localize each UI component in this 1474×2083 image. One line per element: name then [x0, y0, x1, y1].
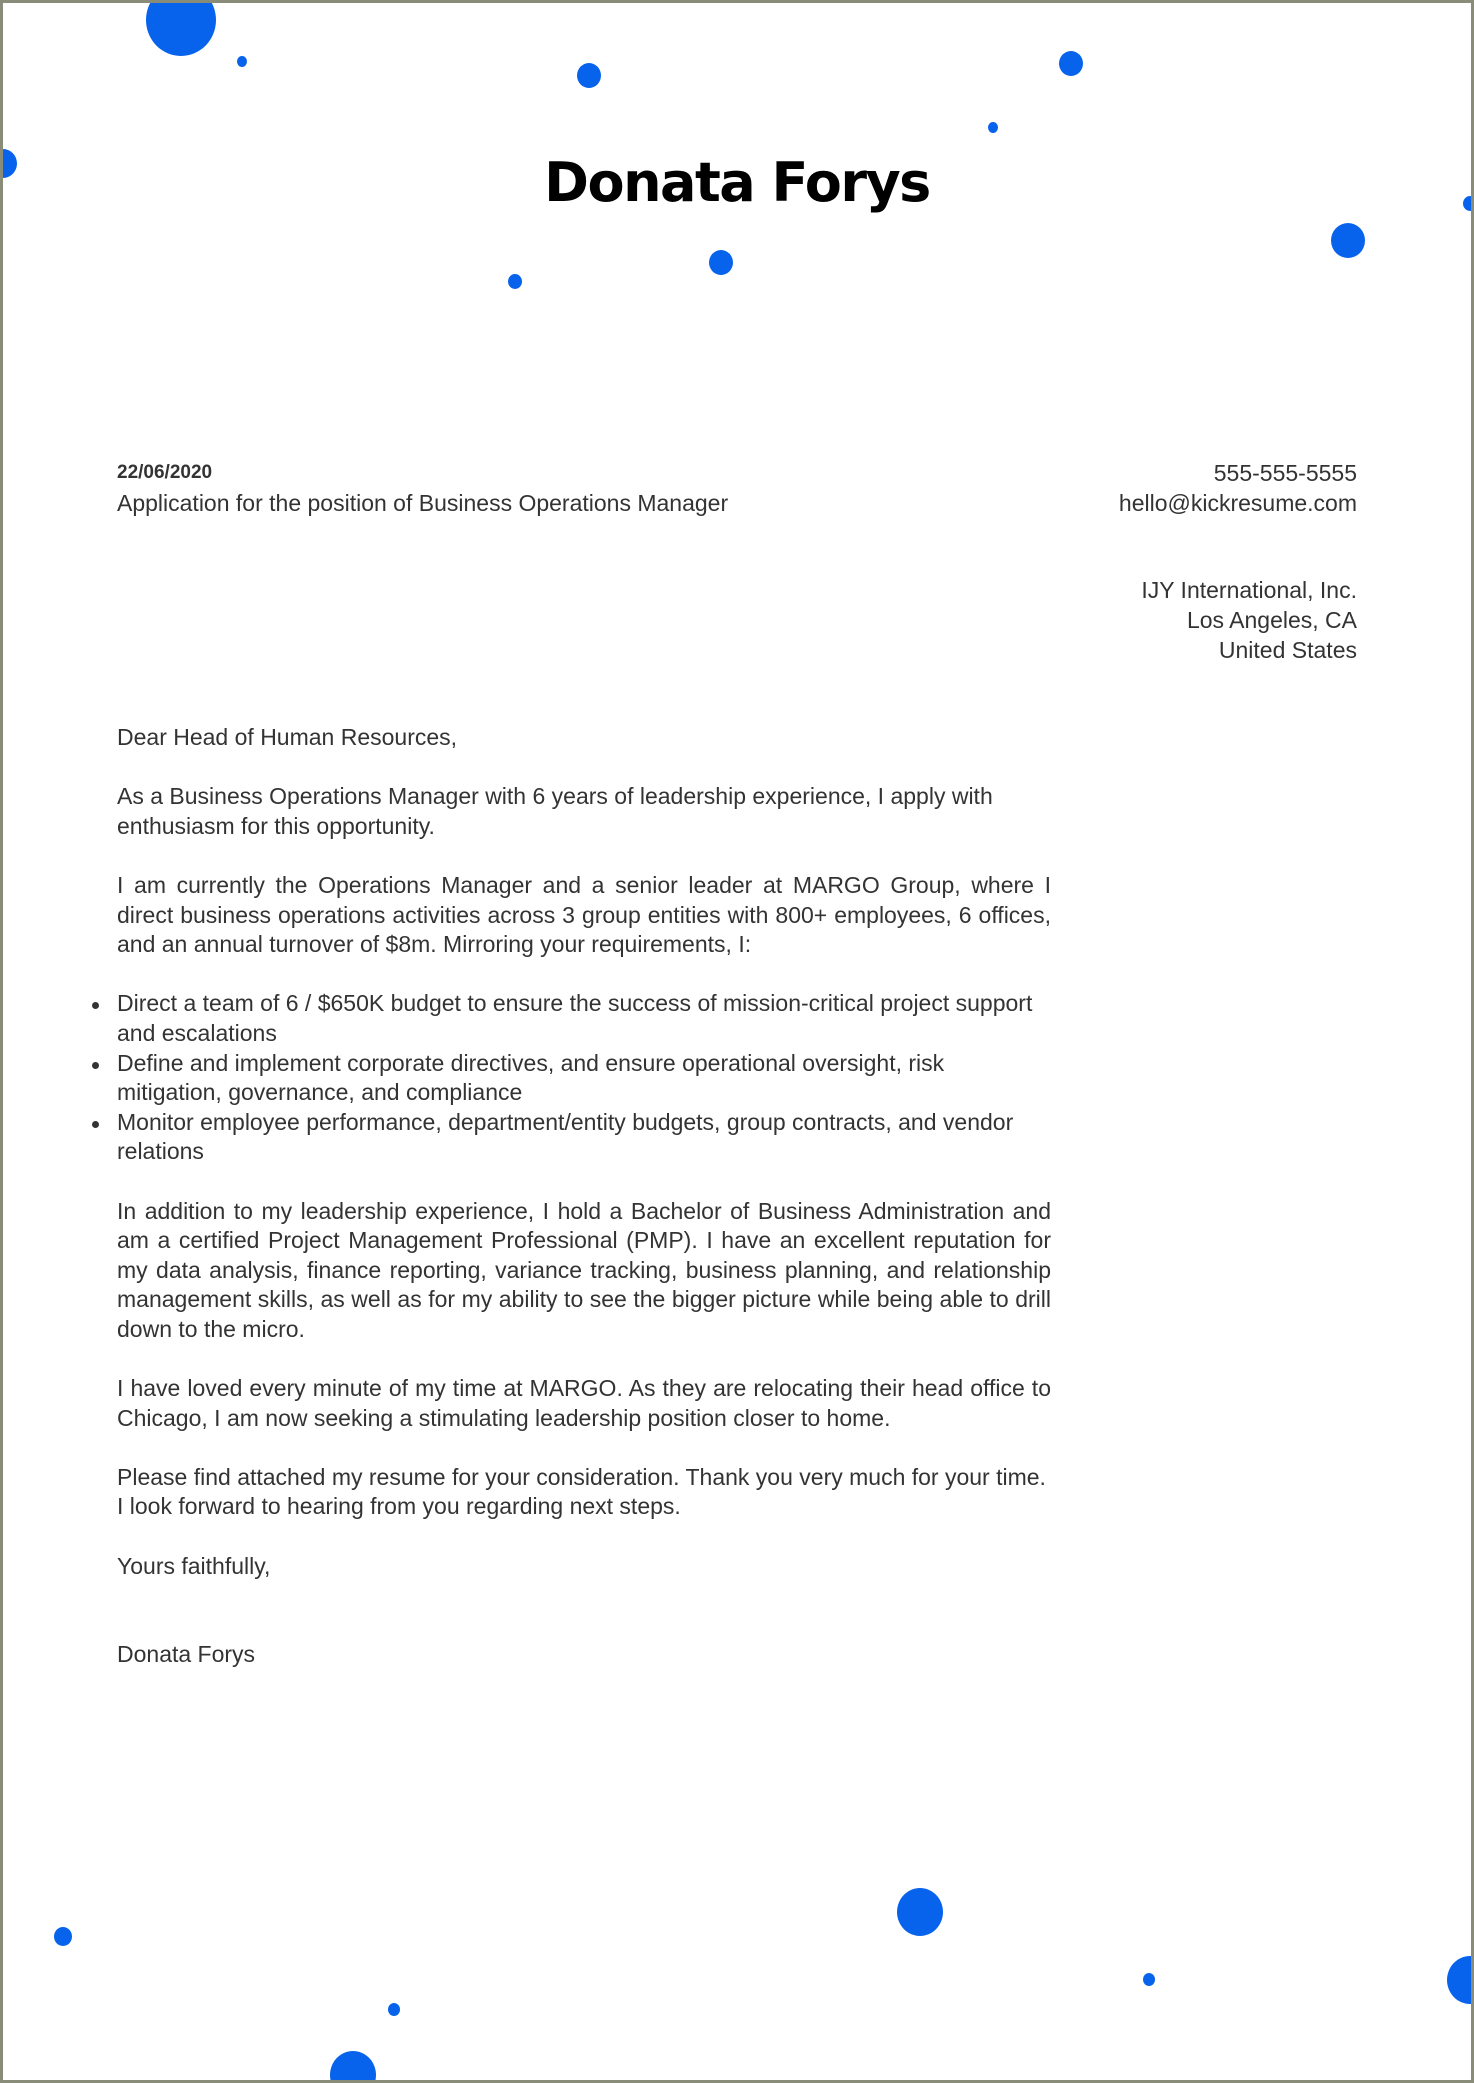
cover-letter-page	[3, 3, 1471, 2080]
applicant-name: Donata Forys	[544, 151, 930, 214]
signature-space	[117, 1611, 1051, 1641]
decorative-dot	[1447, 1956, 1471, 2004]
decorative-dot	[54, 1927, 72, 1946]
decorative-dot	[988, 122, 998, 133]
decorative-dot	[508, 274, 522, 289]
list-item: Monitor employee performance, department/entity budgets, group contracts, and vendor relations	[117, 1108, 1051, 1167]
contact-info	[1119, 458, 1357, 518]
letter-body	[117, 723, 1051, 1700]
list-item: Define and implement corporate directives, and ensure operational oversight, risk mitigation, governance, and compliance	[117, 1049, 1051, 1108]
responsibilities-list	[117, 989, 1051, 1167]
decorative-dot	[1059, 51, 1083, 76]
paragraph-education: In addition to my leadership experience, I hold a Bachelor of Business Administration and am a certified Project Management Professional (PMP). I have an excellent reputation for my data analysis, finance reporting, variance tracking, business planning, and relationship management skills, as well as for my ability to see the bigger picture while being able to drill down to the micro.	[117, 1197, 1051, 1342]
recipient-company: IJY International, Inc.	[1141, 577, 1357, 603]
paragraph-closing: Please find attached my resume for your consideration. Thank you very much for your time. I look forward to hearing from you regarding next steps.	[117, 1463, 1046, 1520]
recipient-city: Los Angeles, CA	[1186, 607, 1357, 633]
sign-off: Yours faithfully,	[117, 1552, 271, 1579]
decorative-dot	[237, 56, 247, 67]
decorative-dot	[897, 1888, 943, 1936]
email-address: hello@kickresume.com	[1118, 490, 1357, 516]
decorative-dot	[388, 2003, 400, 2016]
decorative-dot	[577, 63, 601, 88]
decorative-dot	[1143, 1973, 1155, 1986]
list-item: Direct a team of 6 / $650K budget to ensure the success of mission-critical project support and escalations	[117, 989, 1051, 1048]
letter-date: 22/06/2020	[117, 462, 213, 483]
salutation: Dear Head of Human Resources,	[117, 724, 458, 750]
paragraph-motivation: I have loved every minute of my time at MARGO. As they are relocating their head office to Chicago, I am now seeking a stimulating leadership position closer to home.	[117, 1375, 1051, 1431]
recipient-address	[1141, 575, 1357, 665]
decorative-dot	[330, 2051, 376, 2080]
paragraph-current-role: I am currently the Operations Manager and a senior leader at MARGO Group, where I direct business operations activities across 3 group entities with 800+ employees, 6 offices, and an annual turnover of $8m. Mirroring your requirements, I:	[117, 871, 1051, 958]
letter-meta	[117, 458, 728, 518]
decorative-dot	[146, 3, 216, 56]
decorative-dot	[709, 250, 733, 275]
paragraph-intro: As a Business Operations Manager with 6 years of leadership experience, I apply with enthusiasm for this opportunity.	[117, 783, 993, 839]
recipient-country: United States	[1218, 637, 1357, 663]
phone-number: 555-555-5555	[1213, 460, 1357, 486]
decorative-dot	[1331, 223, 1365, 258]
letter-subject: Application for the position of Business Operations Manager	[117, 490, 729, 516]
signature-name: Donata Forys	[117, 1641, 256, 1668]
